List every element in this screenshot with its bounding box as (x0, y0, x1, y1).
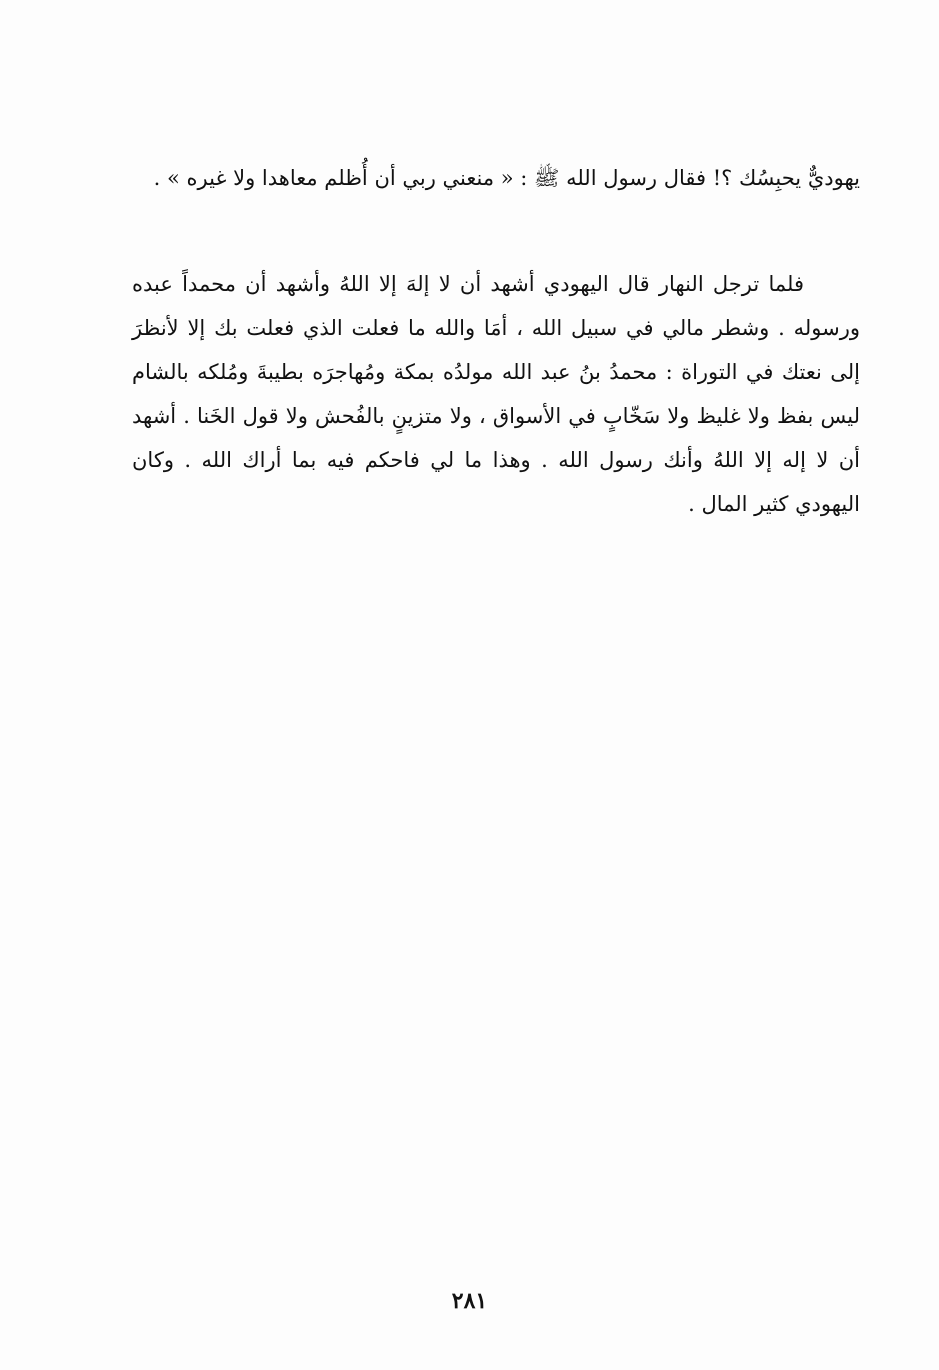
paragraph-1: يهوديٌّ يحبِسُك ؟! فقال رسول الله ﷺ : « منعني ربي أن أُظلم معاهدا ولا غيره » . (153, 166, 860, 190)
page-number: ٢٨١ (451, 1288, 488, 1314)
paragraph-2: فلما ترجل النهار قال اليهودي أشهد أن لا إلهَ إلا اللهُ وأشهد أن محمداً عبده ورسوله . وشطر مالي في سبيل الله ، أمَا والله ما فعلت الذي فعلت بك إلا لأنظرَ إلى نعتك في التوراة : محمدُ بنُ عبد الله مولدُه بمكة ومُهاجرَه بطيبةَ ومُلكه بالشام ليس بفظ ولا غليظ ولا سَخّابٍ في الأسواق ، ولا متزينٍ بالفُحش ولا قول الخَنا . أشهد أن لا إله إلا اللهُ وأنك رسول الله . وهذا ما لي فاحكم فيه بما أراك الله . وكان اليهودي كثير المال . (132, 272, 860, 516)
